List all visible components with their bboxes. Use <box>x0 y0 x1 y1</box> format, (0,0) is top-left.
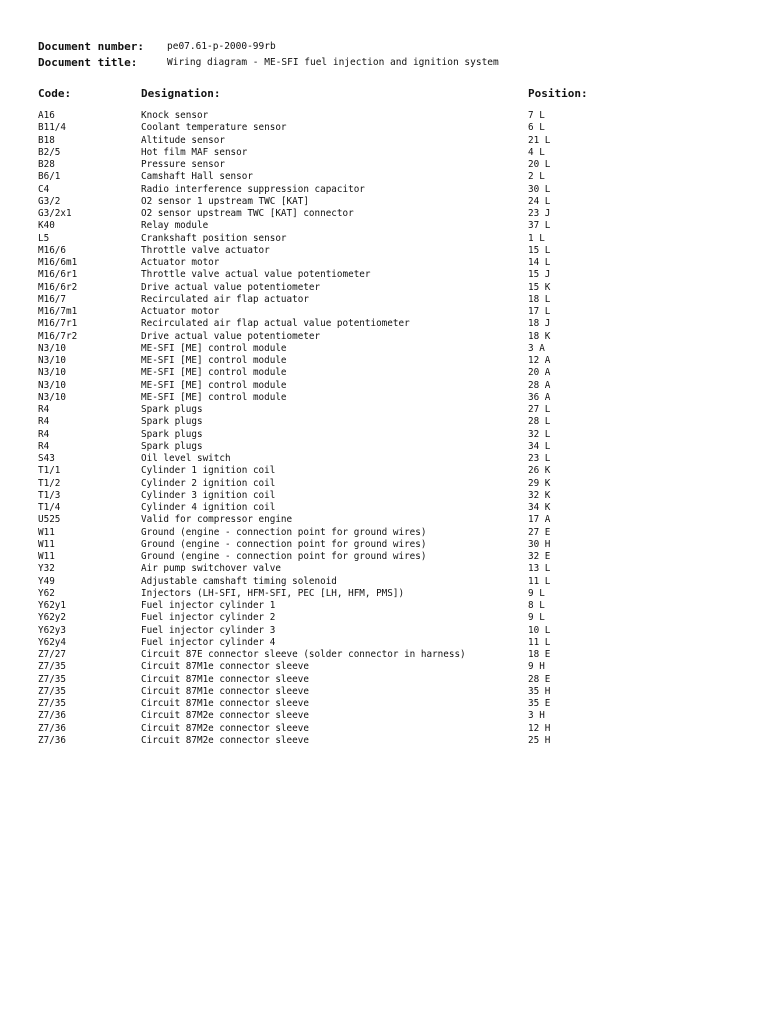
code-cell: M16/6 <box>38 244 66 256</box>
designation-cell: Air pump switchover valve <box>141 563 281 575</box>
position-cell: 1 L <box>528 232 545 244</box>
table-row <box>0 355 768 367</box>
designation-cell: Coolant temperature sensor <box>141 122 287 134</box>
position-cell: 11 L <box>528 636 551 648</box>
code-cell: N3/10 <box>38 367 66 379</box>
designation-cell: Recirculated air flap actual value potentiometer <box>141 318 410 330</box>
position-cell: 28 L <box>528 416 551 428</box>
table-row <box>0 318 768 330</box>
position-cell: 27 E <box>528 526 551 538</box>
designation-cell: Spark plugs <box>141 416 203 428</box>
code-cell: N3/10 <box>38 391 66 403</box>
position-cell: 25 H <box>528 734 551 746</box>
position-cell: 15 K <box>528 281 551 293</box>
position-cell: 32 K <box>528 489 551 501</box>
table-row <box>0 612 768 624</box>
designation-cell: Throttle valve actual value potentiometer <box>141 269 371 281</box>
table-row <box>0 441 768 453</box>
designation-cell: Spark plugs <box>141 440 203 452</box>
table-row <box>0 233 768 245</box>
position-cell: 10 L <box>528 624 551 636</box>
position-cell: 12 A <box>528 355 551 366</box>
designation-cell: Camshaft Hall sensor <box>141 171 253 183</box>
position-cell: 11 L <box>528 575 551 587</box>
designation-cell: Spark plugs <box>141 404 203 415</box>
table-row <box>0 208 768 220</box>
code-cell: G3/2x1 <box>38 208 72 219</box>
position-cell: 28 E <box>528 673 551 685</box>
designation-cell: Valid for compressor engine <box>141 514 293 526</box>
table-row <box>0 551 768 563</box>
designation-column-header: Designation: <box>141 87 221 100</box>
table-row <box>0 465 768 477</box>
table-row <box>0 686 768 698</box>
position-cell: 2 L <box>528 171 545 183</box>
designation-cell: ME-SFI [ME] control module <box>141 342 287 354</box>
position-cell: 30 H <box>528 538 551 550</box>
code-cell: K40 <box>38 220 55 232</box>
code-cell: T1/4 <box>38 502 61 513</box>
position-cell: 18 E <box>528 649 551 660</box>
designation-cell: Knock sensor <box>141 110 209 121</box>
position-cell: 29 K <box>528 477 551 489</box>
code-cell: B2/5 <box>38 146 61 158</box>
designation-cell: Cylinder 3 ignition coil <box>141 489 276 501</box>
code-cell: Y62y2 <box>38 612 66 624</box>
designation-cell: Throttle valve actuator <box>141 244 270 256</box>
code-cell: T1/2 <box>38 477 61 489</box>
table-row <box>0 367 768 379</box>
position-cell: 28 A <box>528 379 551 391</box>
position-cell: 18 K <box>528 330 551 342</box>
designation-cell: Hot film MAF sensor <box>141 146 248 158</box>
code-cell: Y62 <box>38 587 55 599</box>
designation-cell: Fuel injector cylinder 4 <box>141 636 276 648</box>
designation-cell: Drive actual value potentiometer <box>141 281 321 293</box>
table-row <box>0 625 768 637</box>
position-cell: 7 L <box>528 110 545 121</box>
code-cell: C4 <box>38 183 50 195</box>
table-row <box>0 698 768 710</box>
designation-cell: Fuel injector cylinder 3 <box>141 624 276 636</box>
document-title-label: Document title: <box>38 56 138 69</box>
table-row <box>0 282 768 294</box>
table-row <box>0 490 768 502</box>
table-row <box>0 416 768 428</box>
designation-cell: Drive actual value potentiometer <box>141 330 321 342</box>
table-row <box>0 294 768 306</box>
table-row <box>0 220 768 232</box>
designation-cell: ME-SFI [ME] control module <box>141 391 287 403</box>
table-row <box>0 600 768 612</box>
code-cell: M16/7r1 <box>38 318 78 330</box>
designation-cell: Circuit 87M2e connector sleeve <box>141 710 309 722</box>
table-row <box>0 735 768 747</box>
table-row <box>0 588 768 600</box>
table-row <box>0 563 768 575</box>
position-cell: 24 L <box>528 195 551 207</box>
table-row <box>0 404 768 416</box>
code-cell: L5 <box>38 232 50 244</box>
code-cell: Y62y3 <box>38 624 66 636</box>
position-cell: 18 L <box>528 293 551 305</box>
designation-cell: Radio interference suppression capacitor <box>141 183 365 195</box>
table-row <box>0 245 768 257</box>
code-cell: B18 <box>38 134 55 146</box>
designation-cell: Circuit 87M1e connector sleeve <box>141 661 309 673</box>
code-cell: M16/6m1 <box>38 257 78 268</box>
code-cell: M16/7r2 <box>38 330 78 342</box>
position-cell: 37 L <box>528 220 551 232</box>
table-row <box>0 478 768 490</box>
position-cell: 32 L <box>528 428 551 440</box>
designation-cell: Relay module <box>141 220 209 232</box>
code-cell: R4 <box>38 428 50 440</box>
code-cell: W11 <box>38 551 55 562</box>
document-number-value: pe07.61-p-2000-99rb <box>167 41 276 52</box>
code-cell: M16/7 <box>38 293 66 305</box>
code-cell: M16/6r1 <box>38 269 78 281</box>
position-cell: 27 L <box>528 404 551 415</box>
designation-cell: Oil level switch <box>141 453 231 464</box>
code-cell: T1/3 <box>38 489 61 501</box>
position-cell: 18 J <box>528 318 551 330</box>
position-cell: 9 L <box>528 612 545 624</box>
table-row <box>0 257 768 269</box>
position-cell: 30 L <box>528 183 551 195</box>
code-cell: G3/2 <box>38 195 61 207</box>
table-row <box>0 343 768 355</box>
table-row <box>0 429 768 441</box>
table-row <box>0 135 768 147</box>
code-cell: Z7/27 <box>38 649 66 660</box>
position-cell: 17 A <box>528 514 551 526</box>
code-cell: W11 <box>38 538 55 550</box>
code-column-header: Code: <box>38 87 72 100</box>
table-row <box>0 661 768 673</box>
position-cell: 23 J <box>528 208 551 219</box>
table-row <box>0 649 768 661</box>
table-row <box>0 453 768 465</box>
designation-cell: Ground (engine - connection point for ground wires) <box>141 551 427 562</box>
position-cell: 15 L <box>528 244 551 256</box>
designation-cell: ME-SFI [ME] control module <box>141 355 287 366</box>
table-row <box>0 527 768 539</box>
designation-cell: Ground (engine - connection point for ground wires) <box>141 526 427 538</box>
table-row <box>0 710 768 722</box>
designation-cell: Cylinder 2 ignition coil <box>141 477 276 489</box>
designation-cell: Circuit 87M2e connector sleeve <box>141 722 309 734</box>
table-row <box>0 147 768 159</box>
position-cell: 17 L <box>528 306 551 317</box>
position-cell: 20 A <box>528 367 551 379</box>
designation-cell: Ground (engine - connection point for ground wires) <box>141 538 427 550</box>
position-cell: 13 L <box>528 563 551 575</box>
code-cell: Z7/36 <box>38 722 66 734</box>
position-cell: 4 L <box>528 146 545 158</box>
code-cell: Y62y1 <box>38 600 66 611</box>
table-row <box>0 184 768 196</box>
designation-cell: Injectors (LH-SFI, HFM-SFI, PEC [LH, HFM, PMS]) <box>141 587 405 599</box>
designation-cell: Cylinder 1 ignition coil <box>141 465 276 477</box>
designation-cell: O2 sensor upstream TWC [KAT] connector <box>141 208 354 219</box>
position-cell: 14 L <box>528 257 551 268</box>
code-cell: N3/10 <box>38 379 66 391</box>
code-cell: B6/1 <box>38 171 61 183</box>
designation-cell: Fuel injector cylinder 2 <box>141 612 276 624</box>
component-list <box>0 110 768 747</box>
code-cell: W11 <box>38 526 55 538</box>
table-row <box>0 539 768 551</box>
code-cell: B11/4 <box>38 122 66 134</box>
document-title-value: Wiring diagram - ME-SFI fuel injection and ignition system <box>167 57 499 68</box>
code-cell: Y32 <box>38 563 55 575</box>
code-cell: N3/10 <box>38 355 66 366</box>
code-cell: Y62y4 <box>38 636 66 648</box>
position-column-header: Position: <box>528 87 588 100</box>
table-row <box>0 171 768 183</box>
position-cell: 34 L <box>528 440 551 452</box>
code-cell: S43 <box>38 453 55 464</box>
designation-cell: Spark plugs <box>141 428 203 440</box>
designation-cell: Circuit 87E connector sleeve (solder connector in harness) <box>141 649 466 660</box>
designation-cell: Pressure sensor <box>141 159 225 170</box>
position-cell: 35 H <box>528 685 551 697</box>
code-cell: N3/10 <box>38 342 66 354</box>
designation-cell: O2 sensor 1 upstream TWC [KAT] <box>141 195 309 207</box>
position-cell: 21 L <box>528 134 551 146</box>
code-cell: R4 <box>38 440 50 452</box>
table-row <box>0 122 768 134</box>
code-cell: Z7/36 <box>38 734 66 746</box>
designation-cell: Circuit 87M1e connector sleeve <box>141 673 309 685</box>
position-cell: 35 E <box>528 698 551 709</box>
code-cell: Z7/35 <box>38 673 66 685</box>
table-row <box>0 674 768 686</box>
position-cell: 15 J <box>528 269 551 281</box>
position-cell: 34 K <box>528 502 551 513</box>
designation-cell: ME-SFI [ME] control module <box>141 367 287 379</box>
designation-cell: Circuit 87M1e connector sleeve <box>141 685 309 697</box>
position-cell: 6 L <box>528 122 545 134</box>
code-cell: R4 <box>38 404 50 415</box>
designation-cell: Fuel injector cylinder 1 <box>141 600 276 611</box>
designation-cell: Cylinder 4 ignition coil <box>141 502 276 513</box>
code-cell: R4 <box>38 416 50 428</box>
table-row <box>0 110 768 122</box>
code-cell: U525 <box>38 514 61 526</box>
position-cell: 9 H <box>528 661 545 673</box>
position-cell: 9 L <box>528 587 545 599</box>
code-cell: B28 <box>38 159 55 170</box>
position-cell: 23 L <box>528 453 551 464</box>
position-cell: 3 A <box>528 342 545 354</box>
designation-cell: Actuator motor <box>141 306 220 317</box>
table-row <box>0 159 768 171</box>
code-cell: T1/1 <box>38 465 61 477</box>
code-cell: M16/6r2 <box>38 281 78 293</box>
table-row <box>0 196 768 208</box>
table-row <box>0 514 768 526</box>
position-cell: 12 H <box>528 722 551 734</box>
position-cell: 36 A <box>528 391 551 403</box>
table-row <box>0 576 768 588</box>
table-row <box>0 269 768 281</box>
designation-cell: ME-SFI [ME] control module <box>141 379 287 391</box>
table-row <box>0 637 768 649</box>
code-cell: A16 <box>38 110 55 121</box>
position-cell: 32 E <box>528 551 551 562</box>
table-row <box>0 723 768 735</box>
code-cell: Z7/35 <box>38 698 66 709</box>
designation-cell: Circuit 87M1e connector sleeve <box>141 698 309 709</box>
document-number-label: Document number: <box>38 40 144 53</box>
code-cell: M16/7m1 <box>38 306 78 317</box>
position-cell: 3 H <box>528 710 545 722</box>
table-row <box>0 392 768 404</box>
position-cell: 26 K <box>528 465 551 477</box>
position-cell: 8 L <box>528 600 545 611</box>
designation-cell: Actuator motor <box>141 257 220 268</box>
code-cell: Z7/35 <box>38 685 66 697</box>
position-cell: 20 L <box>528 159 551 170</box>
designation-cell: Adjustable camshaft timing solenoid <box>141 575 337 587</box>
designation-cell: Altitude sensor <box>141 134 225 146</box>
code-cell: Z7/36 <box>38 710 66 722</box>
code-cell: Z7/35 <box>38 661 66 673</box>
designation-cell: Circuit 87M2e connector sleeve <box>141 734 309 746</box>
table-row <box>0 306 768 318</box>
designation-cell: Recirculated air flap actuator <box>141 293 309 305</box>
code-cell: Y49 <box>38 575 55 587</box>
designation-cell: Crankshaft position sensor <box>141 232 287 244</box>
table-row <box>0 380 768 392</box>
table-row <box>0 331 768 343</box>
table-row <box>0 502 768 514</box>
